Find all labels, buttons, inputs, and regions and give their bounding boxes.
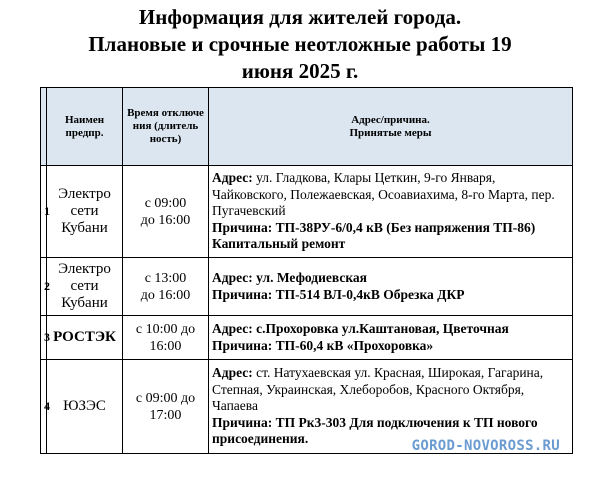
row-address xyxy=(212,270,569,287)
outage-table xyxy=(40,87,573,454)
row-address xyxy=(212,365,569,415)
reason-text: ТП Рк3-303 Для подключения к ТП нового присоединения. xyxy=(212,414,538,447)
row-organization: Электро сети Кубани xyxy=(47,258,123,316)
row-number: 3 xyxy=(41,316,47,360)
reason-text: ТП-38РУ-6/0,4 кВ (Без напряжения ТП-86) Капитальный ремонт xyxy=(212,219,536,252)
row-address xyxy=(212,321,569,338)
row-reason xyxy=(212,287,569,304)
address-text: ст. Натухаевская ул. Красная, Широкая, Гагарина, Степная, Украинская, Хлеборобов, Красного Октября, Чапаева xyxy=(212,365,544,414)
address-label: Адрес: xyxy=(212,170,253,186)
row-organization: РОСТЭК xyxy=(47,316,123,360)
row-reason xyxy=(212,220,569,253)
row-time xyxy=(123,316,209,360)
row-organization: Электро сети Кубани xyxy=(47,166,123,258)
address-label: Адрес: xyxy=(212,270,253,285)
row-address-cell xyxy=(209,258,573,316)
reason-label: Причина: xyxy=(212,286,273,302)
header-org: Наимен предпр. xyxy=(47,88,123,166)
table-row xyxy=(41,166,573,258)
reason-label: Причина: xyxy=(212,414,273,430)
header-address-line2: Принятые меры xyxy=(349,126,432,139)
row-time xyxy=(123,360,209,454)
reason-label: Причина: xyxy=(212,219,273,235)
site-watermark: GOROD-NOVOROSS.RU xyxy=(411,438,560,454)
row-reason xyxy=(212,338,569,355)
title-line-3: июня 2025 г. xyxy=(241,59,359,83)
header-address xyxy=(209,88,573,166)
reason-label: Причина: xyxy=(212,337,273,353)
row-time-start: с 13:00 xyxy=(144,270,187,286)
row-time-start: с 09:00 xyxy=(144,195,187,211)
table-row xyxy=(41,316,573,360)
row-address-cell xyxy=(209,316,573,360)
table-row xyxy=(41,258,573,316)
table-header-row xyxy=(41,88,573,166)
row-time-end: 17:00 xyxy=(149,407,182,423)
row-time-start: с 09:00 до xyxy=(135,390,196,406)
row-number: 1 xyxy=(41,166,47,258)
title-line-2: Плановые и срочные неотложные работы 19 xyxy=(88,32,512,56)
row-time-start: с 10:00 до xyxy=(135,321,196,337)
row-number: 2 xyxy=(41,258,47,316)
address-text: ул. Гладкова, Клары Цеткин, 9-го Января, Чайковского, Полежаевская, Осоавиахима, 8-го Марта, пер. Пугачевский xyxy=(212,170,555,219)
row-address xyxy=(212,170,569,220)
reason-text: ТП-514 ВЛ-0,4кВ Обрезка ДКР xyxy=(275,286,465,302)
row-time xyxy=(123,258,209,316)
row-time-end: до 16:00 xyxy=(140,212,191,228)
row-time-end: до 16:00 xyxy=(140,287,191,303)
address-label: Адрес: xyxy=(212,321,253,336)
address-text: ул. Мефодиевская xyxy=(256,270,367,285)
address-text: с.Прохоровка ул.Каштановая, Цветочная xyxy=(256,321,509,336)
address-label: Адрес: xyxy=(212,365,253,381)
header-time: Время отключе ния (длитель ность) xyxy=(123,88,209,166)
row-time-end: 16:00 xyxy=(149,338,182,354)
row-time xyxy=(123,166,209,258)
header-address-line1: Адрес/причина. xyxy=(351,113,430,126)
reason-text: ТП-60,4 кВ «Прохоровка» xyxy=(275,337,434,353)
row-address-cell xyxy=(209,166,573,258)
row-number: 4 xyxy=(41,360,47,454)
page-title xyxy=(20,4,580,85)
title-line-1: Информация для жителей города. xyxy=(138,5,462,29)
row-organization: ЮЗЭС xyxy=(47,360,123,454)
